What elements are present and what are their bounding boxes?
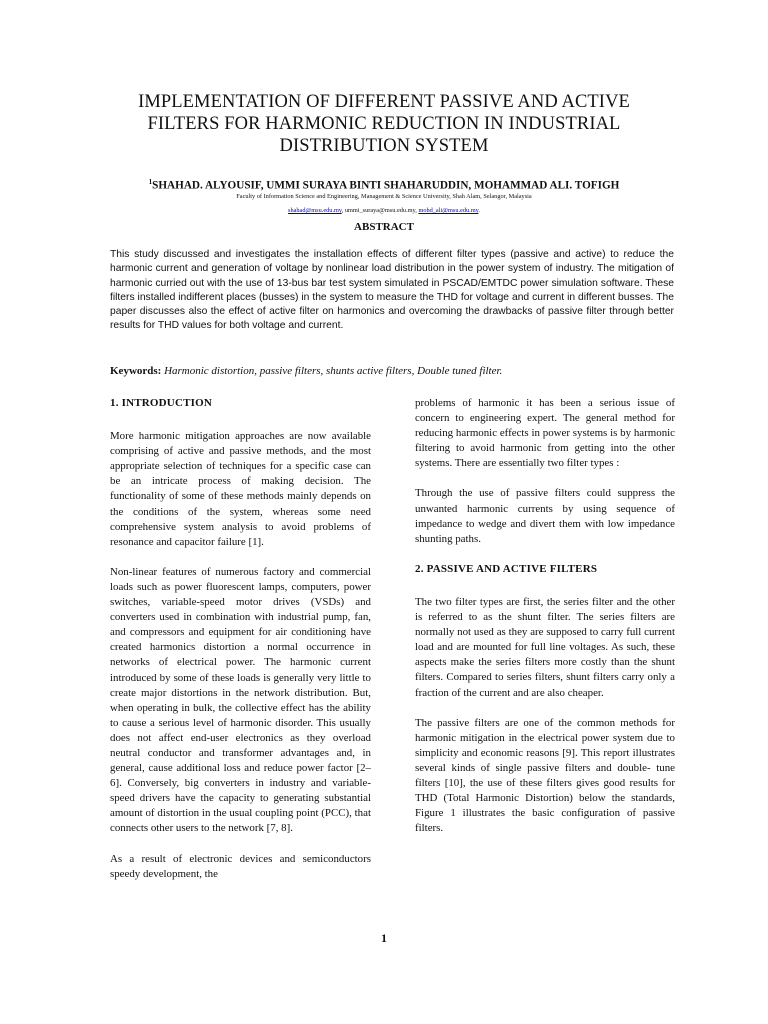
right-column bbox=[415, 396, 675, 836]
email-end: . bbox=[478, 207, 480, 214]
paragraph: The passive filters are one of the common methods for harmonic mitigation in the electrical power system due to simplicity and economic reasons [9]. This report illustrates several kinds of single passive filters and double- tune filters [10], the use of these filters gives good results for THD (Total Harmonic Distortion) below the standards, Figure 1 illustrates the basic configuration of passive filters. bbox=[415, 716, 675, 835]
left-column bbox=[110, 396, 371, 882]
keywords-line bbox=[110, 364, 674, 378]
abstract-text: This study discussed and investigates the installation effects of different filter types (passive and active) to reduce the harmonic current and generation of voltage by nonlinear load distribution in the power system of industry. The mitigation of harmonic curried out with the use of 13-bus bar test system simulated in PSCAD/EMTDC power simulation software. These filters installed indifferent places (busses) in the system to measure the THD for voltage and current in different busses. The paper discusses also the effect of active filter on harmonics and overcoming the drawbacks of passive filter through better results for THD values for both voltage and current. bbox=[110, 249, 674, 332]
email-separator: , bbox=[341, 207, 345, 214]
paragraph: Non-linear features of numerous factory and commercial loads such as power fluorescent lamps, computers, power switches, variable-speed motor drives (VSDs) and converters used in combination with industrial pump, fan, and compressors and equipment for air conditioning have created harmonics distortion a normal occurrence in networks of electrical power. The harmonic current introduced by some of these loads is generally very little to create major distortions in the network distribution. But, when operating in bulk, the collective effect has the ability to cause a serious level of harmonic disorder. This usually does not affect end-user electronics as they overload neutral conductor and transformer advantages and, in general, cause additional loss and reduce power factor [2–6]. Conversely, big converters in industry and variable- speed drivers have the capacity to generating substantial amount of distortion in the usual coupling point (PCC), that connects other users to the network [7, 8]. bbox=[110, 565, 371, 835]
paper-title bbox=[90, 91, 678, 157]
abstract-heading: ABSTRACT bbox=[354, 221, 414, 233]
affiliation: Faculty of Information Science and Engineering, Management & Science University, Shah Alam, Selangor, Malaysia bbox=[236, 193, 532, 200]
title-line-2: FILTERS FOR HARMONIC REDUCTION IN INDUSTRIAL bbox=[147, 114, 621, 134]
author-names: SHAHAD. ALYOUSIF, UMMI SURAYA BINTI SHAHARUDDIN, MOHAMMAD ALI. TOFIGH bbox=[152, 179, 620, 192]
section-heading-introduction: 1. INTRODUCTION bbox=[110, 397, 213, 409]
title-line-3: DISTRIBUTION SYSTEM bbox=[279, 136, 489, 156]
paragraph: As a result of electronic devices and semiconductors speedy development, the bbox=[110, 852, 371, 880]
paragraph: Through the use of passive filters could suppress the unwanted harmonic currents by using sequence of impedance to wedge and divert them with low impedance shunting paths. bbox=[415, 487, 675, 545]
title-line-1: IMPLEMENTATION OF DIFFERENT PASSIVE AND ACTIVE bbox=[138, 92, 630, 112]
section-heading-passive-active-filters: 2. PASSIVE AND ACTIVE FILTERS bbox=[415, 562, 598, 575]
paragraph: More harmonic mitigation approaches are now available comprising of active and passive methods, and the most appropriate selection of techniques for a specific case can be an intricate process of making decision. The functionality of some of these methods mainly depends on the conditions of the system, whereas some need comprehensive system analysis to avoid problems of resonance and capacitor failure [1]. bbox=[110, 430, 371, 548]
email-separator: , bbox=[415, 207, 419, 214]
email-2: ummi_suraya@msu.edu.my bbox=[344, 207, 416, 214]
author-list bbox=[100, 178, 668, 192]
keywords-text: Harmonic distortion, passive filters, shunts active filters, Double tuned filter. bbox=[161, 365, 503, 377]
paragraph: The two filter types are first, the series filter and the other is referred to as the shunt filter. The series filters are normally not used as they are supposed to carry full current load and are mounted for full line voltages. As such, these aspects make the series filters more costly than the shunt filters. Compared to series filters, shunt filters carry only a fraction of the current and are also cheaper. bbox=[415, 595, 675, 699]
page-number: 1 bbox=[381, 931, 387, 945]
email-link-3[interactable]: mohd_ali@msu.edu.my bbox=[418, 207, 479, 214]
paragraph: problems of harmonic it has been a serious issue of concern to engineering expert. The general method for reducing harmonic effects in power systems is by harmonic filtering to avoid harmonic from getting into the other systems. There are essentially two filter types : bbox=[415, 397, 675, 470]
email-link-1[interactable]: shahad@msu.edu.my bbox=[288, 207, 342, 214]
keywords-label: Keywords: bbox=[110, 365, 162, 377]
author-affiliation-marker: 1 bbox=[148, 178, 153, 186]
email-line bbox=[150, 207, 618, 214]
